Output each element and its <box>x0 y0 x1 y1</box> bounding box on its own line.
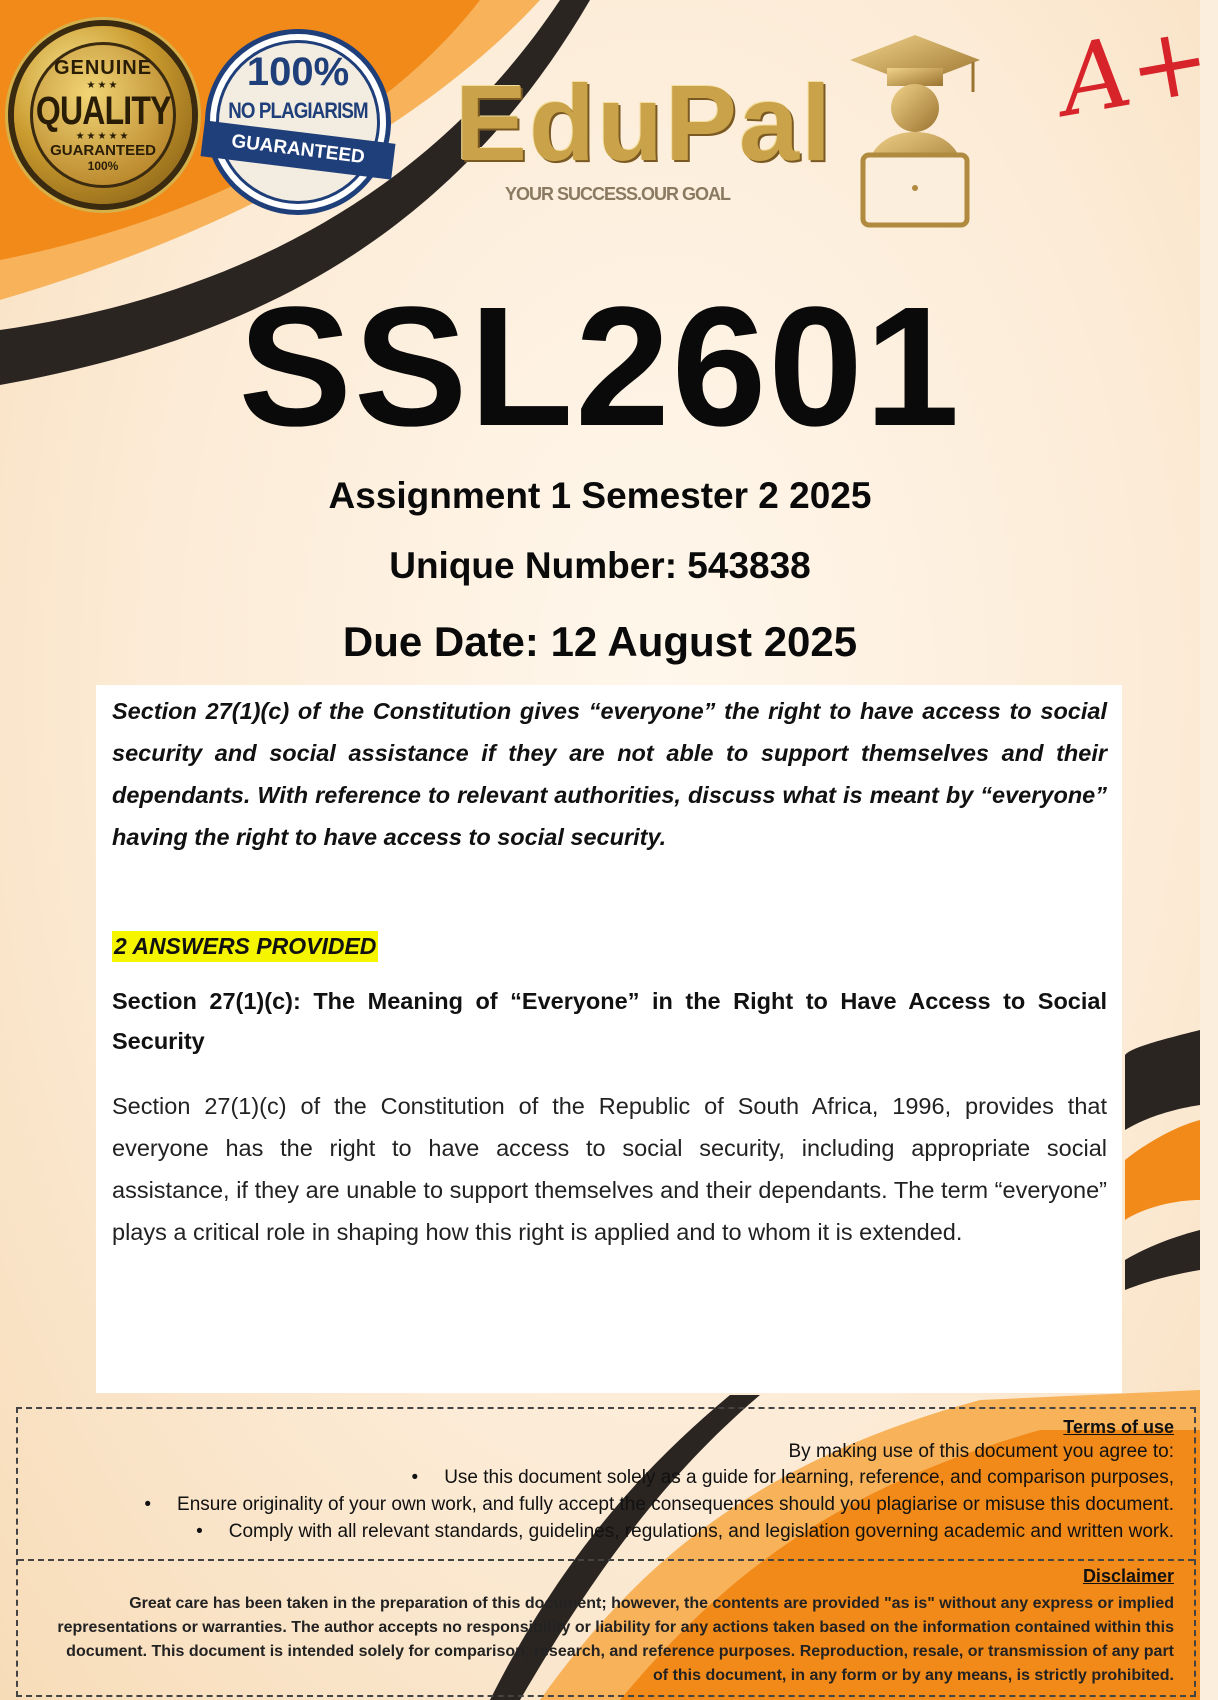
badge-plagiarism-pct: 100% <box>246 50 350 94</box>
terms-intro: By making use of this document you agree to: <box>788 1441 1174 1462</box>
grade-mark: A+ <box>1051 1 1218 139</box>
quality-guaranteed-badge <box>14 26 192 204</box>
answers-provided-label: 2 ANSWERS PROVIDED <box>112 931 378 962</box>
disclaimer-text: Great care has been taken in the preparation of this document; however, the contents are provided "as is" without any express or implied representations or warranties. The author accepts no responsibility or liability for any actions taken based on the information contained within this document. This document is intended solely for comparison, research, and reference purposes. Reproduction, resale, or transmission of any part of this document, in any form or by any means, is strictly prohibited. <box>57 1595 1174 1684</box>
course-code: SSL2601 <box>238 272 962 462</box>
content-panel <box>96 685 1122 1393</box>
graduate-laptop-icon <box>845 30 985 230</box>
terms-item: • Use this document solely as a guide for learning, reference, and comparison purposes, <box>144 1464 1174 1491</box>
badge-quality-pct: 100% <box>87 159 119 173</box>
question-text: Section 27(1)(c) of the Constitution gives “everyone” the right to have access to social security and social assistance if they are not able to support themselves and their dependants. With reference to relevant authorities, discuss what is meant by “everyone” having the right to have access to social security. <box>112 698 1107 850</box>
disclaimer-title: Disclaimer <box>1082 1566 1174 1586</box>
badge-quality-sub: GUARANTEED <box>50 142 156 159</box>
due-date: Due Date: 12 August 2025 <box>342 618 858 665</box>
badge-plagiarism-ribbon: GUARANTEED <box>201 120 396 179</box>
terms-title: Terms of use <box>1063 1417 1174 1437</box>
section-heading: Section 27(1)(c): The Meaning of “Everyone” in the Right to Have Access to Social Security <box>112 988 1107 1054</box>
badge-quality-main: QUALITY <box>35 89 171 133</box>
terms-item: • Comply with all relevant standards, guidelines, regulations, and legislation governing academic and written work. <box>144 1518 1174 1545</box>
terms-item: • Ensure originality of your own work, and fully accept the consequences should you plagiarise or misuse this document. <box>144 1491 1174 1518</box>
badge-quality-top: GENUINE <box>53 57 153 79</box>
body-paragraph: Section 27(1)(c) of the Constitution of the Republic of South Africa, 1996, provides that everyone has the right to have access to social security, including appropriate social assistance, if they are unable to support themselves and their dependants. The term “everyone” plays a critical role in shaping how this right is applied and to whom it is extended. <box>112 1093 1107 1245</box>
badge-plagiarism-line: NO PLAGIARISM <box>228 98 368 123</box>
stars-icon: ★★★ <box>86 80 120 91</box>
stars-icon: ★★★★★ <box>75 131 131 142</box>
terms-disclaimer-box <box>16 1407 1196 1697</box>
terms-of-use-section <box>18 1409 1194 1561</box>
assignment-title: Assignment 1 Semester 2 2025 <box>328 475 872 516</box>
unique-number: Unique Number: 543838 <box>389 545 811 586</box>
terms-list <box>144 1464 1174 1545</box>
brand-tagline: YOUR SUCCESS.OUR GOAL <box>505 184 731 204</box>
brand-logo: EduPal <box>455 62 834 183</box>
no-plagiarism-badge <box>210 34 386 210</box>
